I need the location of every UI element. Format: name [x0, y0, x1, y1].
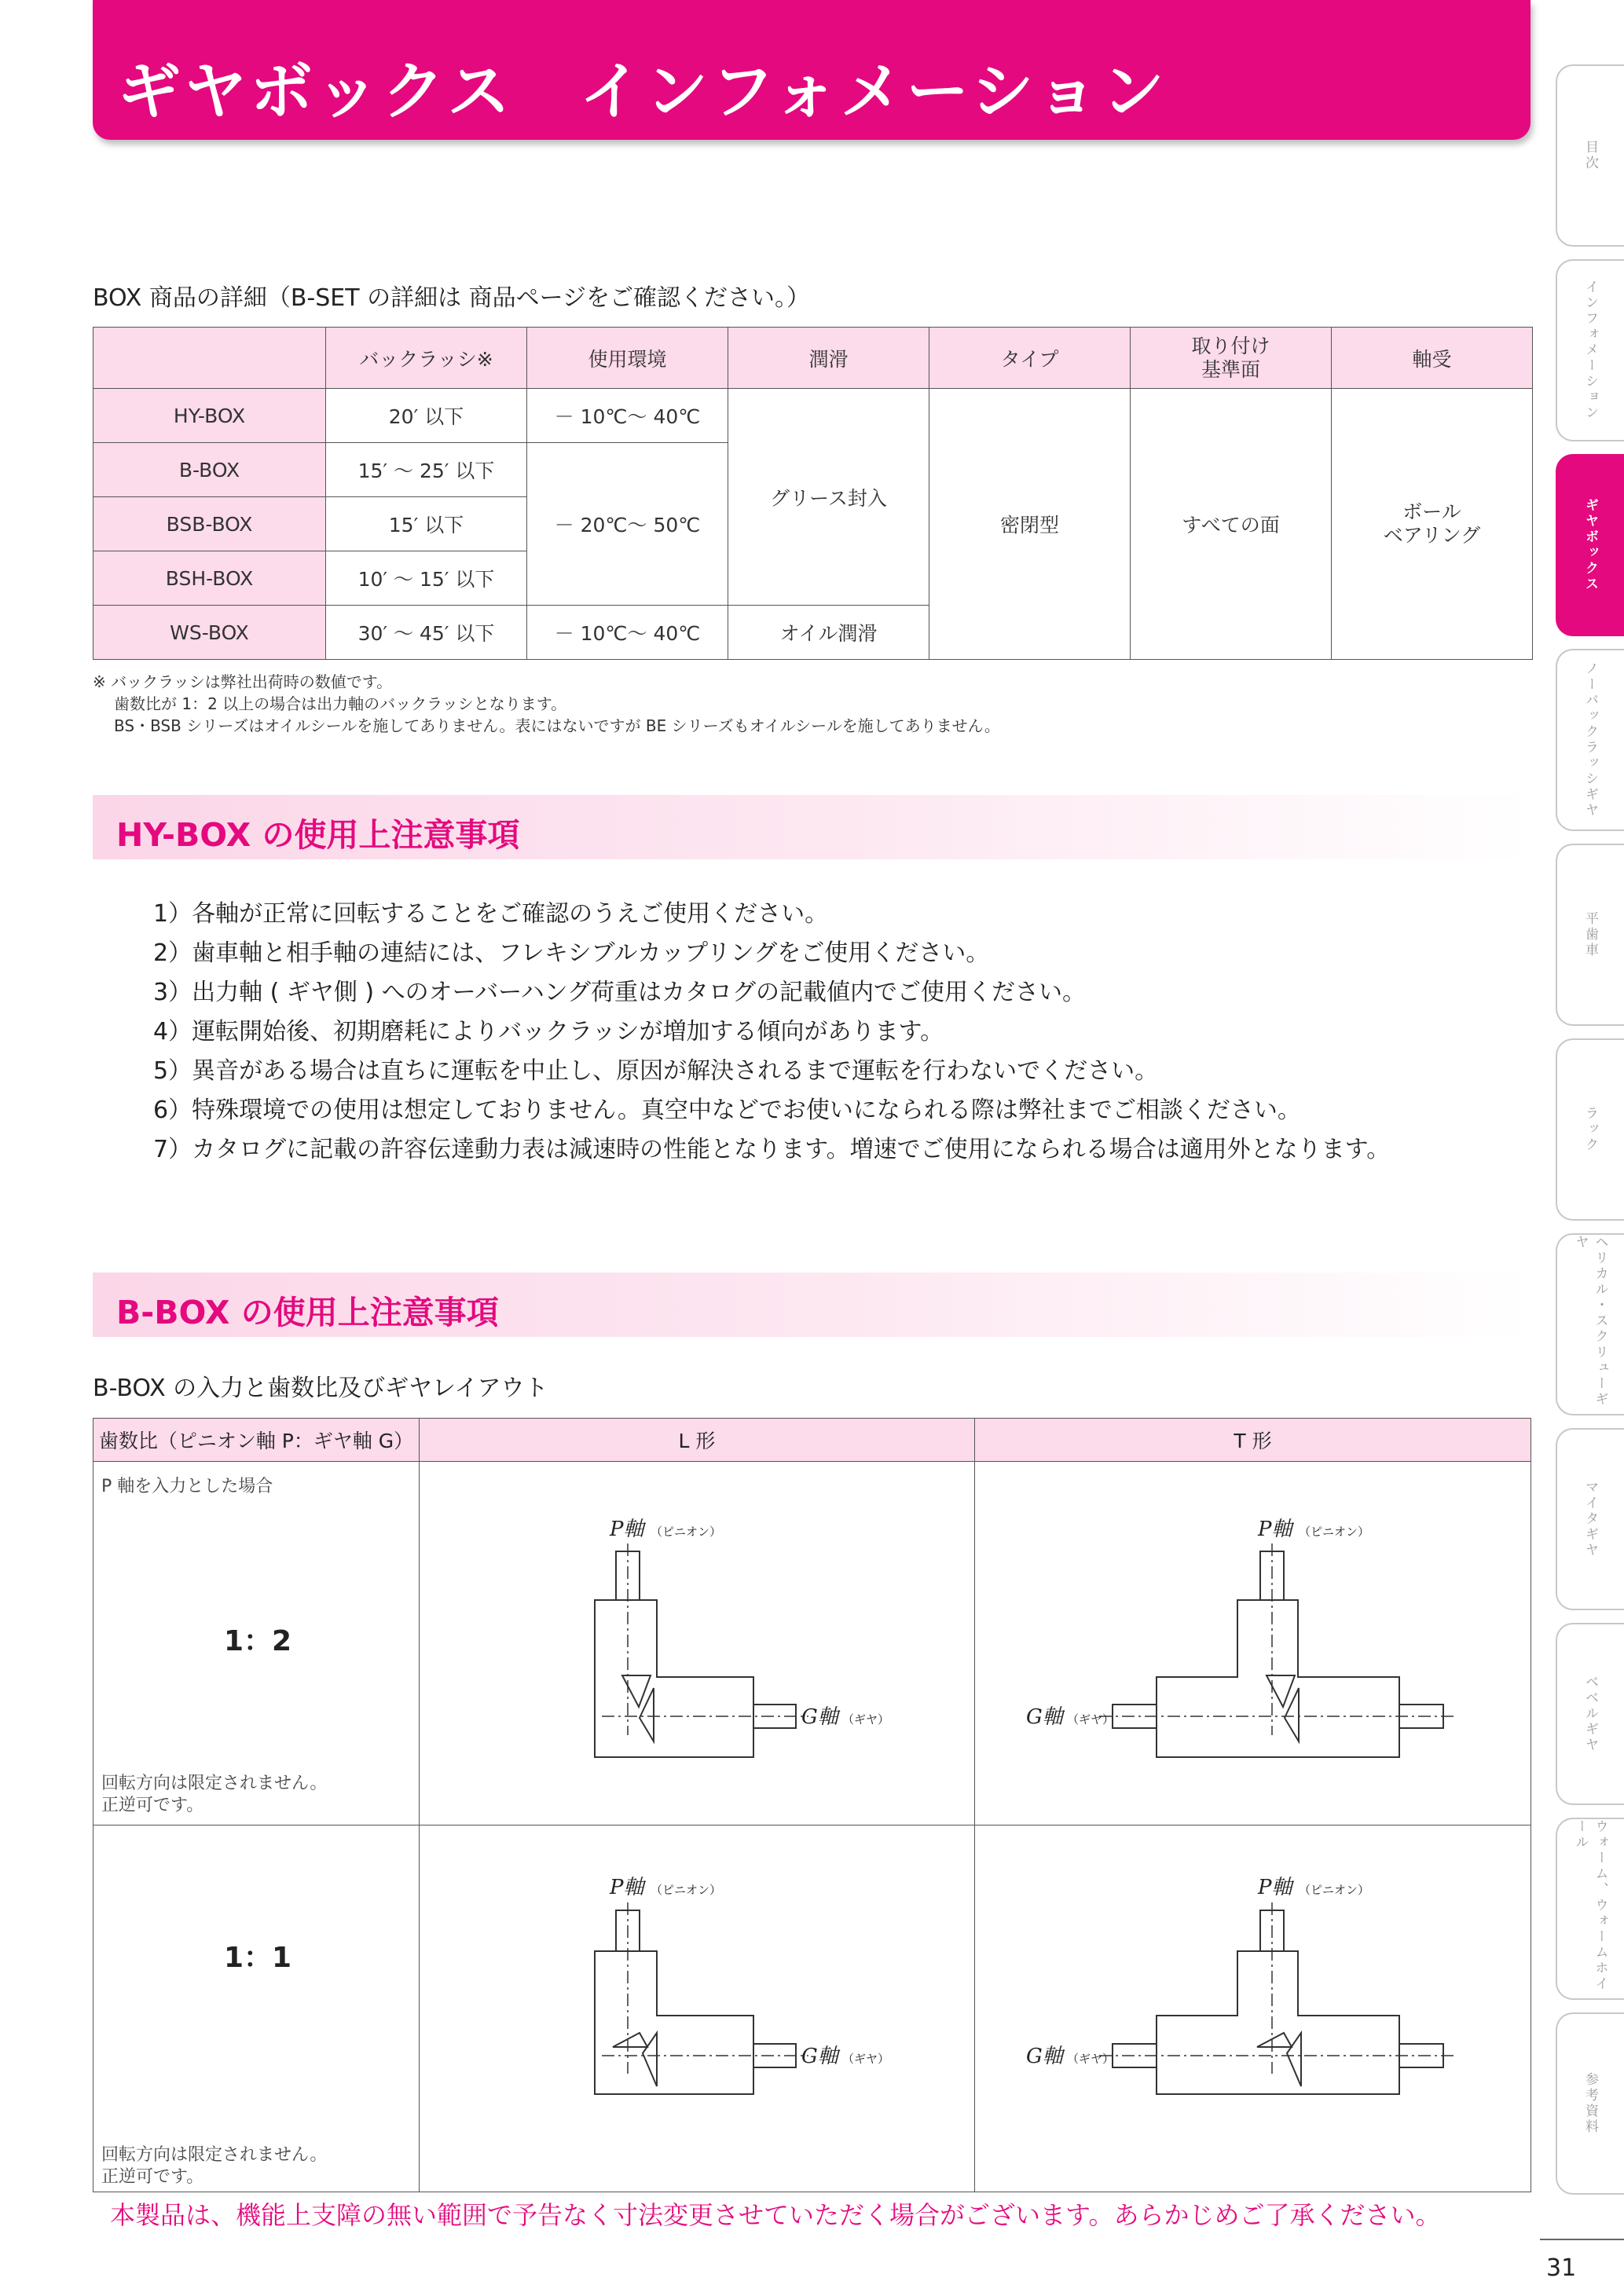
- footer-note: 本製品は、機能上支障の無い範囲で予告なく寸法変更させていただく場合がございます。あらかじめご了承ください。: [110, 2200, 1441, 2230]
- ratio-value: 1：2: [224, 1625, 292, 1657]
- caution-item: 4）運転開始後、初期磨耗によりバックラッシが増加する傾向があります。: [153, 1018, 944, 1045]
- backlash-cell: 15′ ～ 25′ 以下: [326, 443, 527, 497]
- g-axis-label: G軸: [801, 2045, 838, 2068]
- b-box-heading: B-BOX の使用上注意事項: [116, 1294, 499, 1331]
- model-cell: BSH-BOX: [93, 551, 326, 606]
- header-lubrication: 潤滑: [728, 328, 929, 389]
- header-mount-line2: 基準面: [1201, 357, 1260, 381]
- environment-cell: － 20℃～ 50℃: [527, 443, 728, 606]
- p-axis-label: P軸: [610, 1876, 644, 1899]
- caution-item: 2）歯車軸と相手軸の連結には、フレキシブルカップリングをご使用ください。: [153, 939, 990, 967]
- p-axis-sub: （ピニオン）: [1299, 1525, 1370, 1539]
- box-spec-table: [93, 327, 1533, 660]
- model-cell: WS-BOX: [93, 606, 326, 660]
- b-box-section-header: [93, 1273, 1531, 1337]
- type-cell: 密閉型: [929, 389, 1131, 660]
- side-tab-label: ベベルギヤ: [1582, 1675, 1598, 1753]
- t-type-diagram-cell: [975, 1825, 1531, 2192]
- header-empty: [93, 328, 326, 389]
- header-backlash: バックラッシ※: [326, 328, 527, 389]
- lubrication-oil-cell: オイル潤滑: [728, 606, 929, 660]
- side-tab-label: ヘリカル・スクリューギヤ: [1572, 1235, 1608, 1408]
- g-axis-label: G軸: [1026, 2045, 1063, 2068]
- header-mount-line1: 取り付け: [1191, 334, 1270, 357]
- side-tab-label: 参考資料: [1582, 2072, 1598, 2135]
- g-axis-sub: （ギヤ）: [842, 2052, 890, 2066]
- backlash-cell: 30′ ～ 45′ 以下: [326, 606, 527, 660]
- side-tab-label: ラック: [1582, 1106, 1598, 1153]
- header-l-type: L 形: [420, 1419, 975, 1462]
- caution-item: 3）出力軸 ( ギヤ側 ) へのオーバーハング荷重はカタログの記載値内でご使用ください。: [153, 979, 1087, 1006]
- g-axis-sub: （ギヤ）: [1067, 2052, 1115, 2066]
- l-type-1-1-diagram: [420, 1825, 973, 2188]
- l-type-diagram-cell: [420, 1462, 975, 1825]
- g-axis-label: G軸: [1026, 1705, 1063, 1729]
- p-axis-sub: （ピニオン）: [1299, 1883, 1370, 1897]
- side-tab-worm-gear[interactable]: [1556, 1818, 1624, 2000]
- g-axis-label: G軸: [801, 1705, 838, 1729]
- p-axis-label: P軸: [610, 1518, 644, 1541]
- rotation-note: 正逆可です。: [101, 2167, 204, 2187]
- gear-layout-table: [93, 1418, 1531, 2192]
- b-box-subheading: B-BOX の入力と歯数比及びギヤレイアウト: [93, 1375, 548, 1402]
- title-bar: [93, 0, 1531, 140]
- t-type-diagram-cell: [975, 1462, 1531, 1825]
- page-number-rule: [1540, 2239, 1624, 2240]
- t-type-1-2-diagram: [975, 1462, 1530, 1822]
- side-tab-label: ノーバックラッシギヤ: [1582, 661, 1598, 818]
- mount-cell: すべての面: [1131, 389, 1332, 660]
- g-axis-sub: （ギヤ）: [1067, 1712, 1115, 1727]
- environment-cell: － 10℃～ 40℃: [527, 606, 728, 660]
- bearing-line2: ベアリング: [1383, 524, 1481, 547]
- p-axis-sub: （ピニオン）: [651, 1525, 722, 1539]
- backlash-cell: 10′ ～ 15′ 以下: [326, 551, 527, 606]
- header-type: タイプ: [929, 328, 1131, 389]
- lubrication-grease-cell: グリース封入: [728, 389, 929, 606]
- hy-box-heading: HY-BOX の使用上注意事項: [116, 816, 520, 854]
- side-tab-contents[interactable]: [1556, 64, 1624, 247]
- side-tab-label: インフォメーション: [1582, 280, 1598, 421]
- p-axis-sub: （ピニオン）: [651, 1883, 722, 1897]
- side-tab-information[interactable]: [1556, 259, 1624, 441]
- l-type-diagram-cell: [420, 1825, 975, 2192]
- model-cell: B-BOX: [93, 443, 326, 497]
- page-title: ギヤボックス インフォメーション: [118, 55, 1168, 128]
- side-tab-label: 平歯車: [1582, 911, 1598, 958]
- header-t-type: T 形: [975, 1419, 1531, 1462]
- side-tab-helical-screw-gear[interactable]: [1556, 1233, 1624, 1415]
- side-tab-label: ウォーム、ウォームホイール: [1572, 1819, 1608, 1992]
- t-type-1-1-diagram: [975, 1825, 1530, 2188]
- caution-item: 5）異音がある場合は直ちに運転を中止し、原因が解決されるまで運転を行わないでください。: [153, 1057, 1159, 1085]
- side-tab-reference[interactable]: [1556, 2012, 1624, 2195]
- rotation-note: 回転方向は限定されません。: [101, 2145, 328, 2165]
- caution-item: 6）特殊環境での使用は想定しておりません。真空中などでお使いになられる際は弊社までご相談ください。: [153, 1097, 1301, 1124]
- backlash-cell: 20′ 以下: [326, 389, 527, 443]
- ratio-cell: [93, 1462, 420, 1825]
- side-tab-miter-gear[interactable]: [1556, 1428, 1624, 1610]
- g-axis-sub: （ギヤ）: [842, 1712, 890, 1727]
- side-tab-label: 目次: [1582, 140, 1598, 171]
- p-axis-label: P軸: [1258, 1876, 1292, 1899]
- environment-cell: － 10℃～ 40℃: [527, 389, 728, 443]
- side-tab-label: マイタギヤ: [1582, 1480, 1598, 1558]
- bearing-cell: [1332, 389, 1533, 660]
- header-environment: 使用環境: [527, 328, 728, 389]
- ratio-value: 1：1: [224, 1942, 292, 1974]
- backlash-cell: 15′ 以下: [326, 497, 527, 551]
- header-ratio: 歯数比（ピニオン軸 P：ギヤ軸 G）: [93, 1419, 420, 1462]
- side-tab-no-backlash-gear[interactable]: [1556, 649, 1624, 831]
- bearing-line1: ボール: [1402, 500, 1461, 523]
- model-cell: BSB-BOX: [93, 497, 326, 551]
- side-tab-bevel-gear[interactable]: [1556, 1623, 1624, 1805]
- side-tab-label: ギヤボックス: [1582, 498, 1598, 592]
- header-mount: [1131, 328, 1332, 389]
- spec-note: BS・BSB シリーズはオイルシールを施してありません。表にはないですが BE シリーズもオイルシールを施してありません。: [114, 716, 1000, 735]
- header-bearing: 軸受: [1332, 328, 1533, 389]
- side-tab-spur-gear[interactable]: [1556, 844, 1624, 1026]
- caution-item: 1）各軸が正常に回転することをご確認のうえご使用ください。: [153, 900, 829, 928]
- spec-note: 歯数比が 1：2 以上の場合は出力軸のバックラッシとなります。: [114, 694, 567, 713]
- box-details-heading: BOX 商品の詳細（B-SET の詳細は 商品ページをご確認ください。）: [93, 284, 811, 312]
- rotation-note: 回転方向は限定されません。: [101, 1774, 328, 1793]
- hy-box-section-header: [93, 795, 1531, 859]
- rotation-note: 正逆可です。: [101, 1796, 204, 1815]
- caution-item: 7）カタログに記載の許容伝達動力表は減速時の性能となります。増速でご使用になられる場合は適用外となります。: [153, 1136, 1391, 1163]
- side-tab-gearbox[interactable]: [1556, 454, 1624, 636]
- spec-note: ※ バックラッシは弊社出荷時の数値です。: [93, 672, 393, 691]
- ratio-cell: [93, 1825, 420, 2192]
- side-tab-rack[interactable]: [1556, 1038, 1624, 1221]
- model-cell: HY-BOX: [93, 389, 326, 443]
- p-axis-label: P軸: [1258, 1518, 1292, 1541]
- p-input-label: P 軸を入力とした場合: [101, 1477, 273, 1496]
- page-number: 31: [1546, 2254, 1577, 2282]
- l-type-1-2-diagram: [420, 1462, 973, 1822]
